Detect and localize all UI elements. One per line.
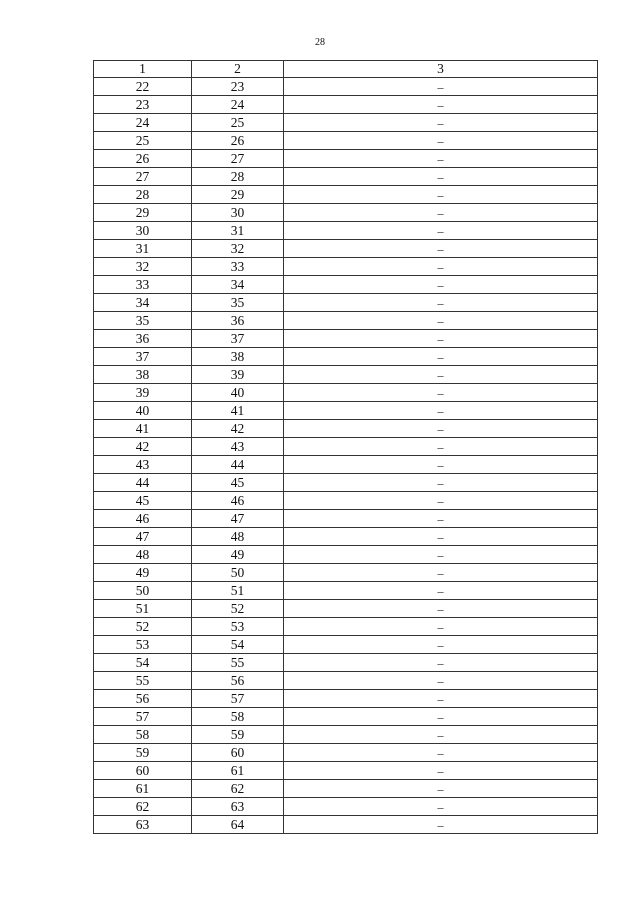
table-cell-col3: – <box>284 348 598 366</box>
table-row <box>94 474 598 492</box>
table-cell-col1: 32 <box>94 258 192 276</box>
table-row <box>94 240 598 258</box>
table-cell-col3: – <box>284 600 598 618</box>
table-cell-col3: – <box>284 132 598 150</box>
table-row <box>94 636 598 654</box>
table-row <box>94 150 598 168</box>
table-cell-col1: 22 <box>94 78 192 96</box>
table-cell-col3: – <box>284 528 598 546</box>
table-cell-col1: 27 <box>94 168 192 186</box>
table-cell-col2: 58 <box>192 708 284 726</box>
table-row <box>94 780 598 798</box>
table-row <box>94 546 598 564</box>
table-cell-col2: 25 <box>192 114 284 132</box>
table-cell-col2: 61 <box>192 762 284 780</box>
table-row <box>94 744 598 762</box>
table-cell-col3: – <box>284 474 598 492</box>
table-cell-col2: 35 <box>192 294 284 312</box>
table-cell-col3: – <box>284 726 598 744</box>
table-cell-col2: 26 <box>192 132 284 150</box>
table-cell-col3: – <box>284 330 598 348</box>
table-cell-col3: – <box>284 438 598 456</box>
table-cell-col1: 45 <box>94 492 192 510</box>
table-cell-col3: – <box>284 222 598 240</box>
table-cell-col1: 63 <box>94 816 192 834</box>
table-cell-col2: 27 <box>192 150 284 168</box>
table-cell-col1: 60 <box>94 762 192 780</box>
table-cell-col1: 31 <box>94 240 192 258</box>
table-cell-col3: – <box>284 96 598 114</box>
table-cell-col1: 26 <box>94 150 192 168</box>
column-header-2: 2 <box>192 61 284 78</box>
table-cell-col1: 49 <box>94 564 192 582</box>
table-row <box>94 618 598 636</box>
table-cell-col3: – <box>284 312 598 330</box>
table-cell-col3: – <box>284 798 598 816</box>
table-cell-col2: 37 <box>192 330 284 348</box>
table-row <box>94 672 598 690</box>
table-cell-col1: 30 <box>94 222 192 240</box>
table-row <box>94 510 598 528</box>
table-cell-col1: 38 <box>94 366 192 384</box>
table-row <box>94 258 598 276</box>
table-cell-col2: 59 <box>192 726 284 744</box>
table-cell-col2: 33 <box>192 258 284 276</box>
table-cell-col1: 33 <box>94 276 192 294</box>
table-row <box>94 528 598 546</box>
table-cell-col2: 23 <box>192 78 284 96</box>
table-cell-col1: 35 <box>94 312 192 330</box>
table-row <box>94 330 598 348</box>
table-cell-col1: 46 <box>94 510 192 528</box>
table-row <box>94 816 598 834</box>
table-cell-col2: 63 <box>192 798 284 816</box>
table-cell-col3: – <box>284 636 598 654</box>
table-cell-col2: 56 <box>192 672 284 690</box>
table-header <box>94 61 598 78</box>
table-row <box>94 726 598 744</box>
table-row <box>94 276 598 294</box>
table-cell-col3: – <box>284 564 598 582</box>
table-cell-col1: 62 <box>94 798 192 816</box>
table-cell-col3: – <box>284 114 598 132</box>
table-cell-col1: 50 <box>94 582 192 600</box>
table-row <box>94 294 598 312</box>
table-cell-col3: – <box>284 78 598 96</box>
table-cell-col2: 47 <box>192 510 284 528</box>
table-row <box>94 420 598 438</box>
table-row <box>94 78 598 96</box>
table-cell-col3: – <box>284 762 598 780</box>
table-cell-col2: 38 <box>192 348 284 366</box>
table-row <box>94 798 598 816</box>
table-cell-col1: 55 <box>94 672 192 690</box>
table-row <box>94 348 598 366</box>
table-cell-col1: 40 <box>94 402 192 420</box>
table-cell-col3: – <box>284 654 598 672</box>
table-cell-col3: – <box>284 186 598 204</box>
table-cell-col2: 57 <box>192 690 284 708</box>
table-cell-col1: 42 <box>94 438 192 456</box>
table-row <box>94 762 598 780</box>
data-table <box>93 60 598 834</box>
table-cell-col1: 52 <box>94 618 192 636</box>
table-cell-col2: 64 <box>192 816 284 834</box>
table-cell-col3: – <box>284 816 598 834</box>
table-cell-col2: 30 <box>192 204 284 222</box>
table-cell-col3: – <box>284 204 598 222</box>
table-cell-col3: – <box>284 582 598 600</box>
table-row <box>94 708 598 726</box>
table-cell-col3: – <box>284 618 598 636</box>
header-row <box>94 61 598 78</box>
table-cell-col3: – <box>284 366 598 384</box>
table-cell-col1: 61 <box>94 780 192 798</box>
table-row <box>94 222 598 240</box>
table-cell-col1: 25 <box>94 132 192 150</box>
table-cell-col1: 54 <box>94 654 192 672</box>
table-cell-col2: 41 <box>192 402 284 420</box>
table-cell-col2: 29 <box>192 186 284 204</box>
table-cell-col3: – <box>284 780 598 798</box>
table-cell-col2: 32 <box>192 240 284 258</box>
table-cell-col3: – <box>284 492 598 510</box>
table-cell-col1: 29 <box>94 204 192 222</box>
table-cell-col2: 34 <box>192 276 284 294</box>
table-cell-col1: 23 <box>94 96 192 114</box>
table-row <box>94 582 598 600</box>
table-cell-col3: – <box>284 258 598 276</box>
table-row <box>94 402 598 420</box>
table-cell-col3: – <box>284 150 598 168</box>
table-cell-col2: 53 <box>192 618 284 636</box>
table-cell-col1: 48 <box>94 546 192 564</box>
table-cell-col2: 43 <box>192 438 284 456</box>
table-row <box>94 186 598 204</box>
table-cell-col2: 60 <box>192 744 284 762</box>
table-cell-col3: – <box>284 456 598 474</box>
table-cell-col2: 62 <box>192 780 284 798</box>
table-row <box>94 132 598 150</box>
table-cell-col1: 28 <box>94 186 192 204</box>
table-cell-col1: 59 <box>94 744 192 762</box>
table-cell-col3: – <box>284 420 598 438</box>
table-cell-col1: 37 <box>94 348 192 366</box>
table-row <box>94 654 598 672</box>
table-cell-col2: 24 <box>192 96 284 114</box>
table-row <box>94 366 598 384</box>
table-cell-col2: 48 <box>192 528 284 546</box>
table-cell-col3: – <box>284 708 598 726</box>
table-cell-col1: 57 <box>94 708 192 726</box>
table-cell-col3: – <box>284 510 598 528</box>
table-cell-col1: 41 <box>94 420 192 438</box>
table-cell-col3: – <box>284 276 598 294</box>
table-row <box>94 438 598 456</box>
table-cell-col1: 58 <box>94 726 192 744</box>
table-row <box>94 114 598 132</box>
table-cell-col3: – <box>284 168 598 186</box>
table-cell-col1: 43 <box>94 456 192 474</box>
column-header-1: 1 <box>94 61 192 78</box>
table-cell-col2: 39 <box>192 366 284 384</box>
table-cell-col2: 31 <box>192 222 284 240</box>
table-cell-col1: 51 <box>94 600 192 618</box>
table-cell-col1: 47 <box>94 528 192 546</box>
page-number: 28 <box>315 37 325 48</box>
table-cell-col2: 49 <box>192 546 284 564</box>
table-row <box>94 96 598 114</box>
table-cell-col1: 36 <box>94 330 192 348</box>
table-row <box>94 204 598 222</box>
table-cell-col2: 46 <box>192 492 284 510</box>
table-cell-col3: – <box>284 294 598 312</box>
table-cell-col3: – <box>284 672 598 690</box>
table-body <box>94 78 598 834</box>
column-header-3: 3 <box>284 61 598 78</box>
table-cell-col2: 42 <box>192 420 284 438</box>
table-cell-col2: 51 <box>192 582 284 600</box>
table-cell-col2: 50 <box>192 564 284 582</box>
table-cell-col2: 52 <box>192 600 284 618</box>
table-cell-col2: 55 <box>192 654 284 672</box>
table-cell-col3: – <box>284 690 598 708</box>
table-cell-col1: 39 <box>94 384 192 402</box>
table-row <box>94 600 598 618</box>
table-cell-col3: – <box>284 744 598 762</box>
table-cell-col1: 24 <box>94 114 192 132</box>
table-row <box>94 312 598 330</box>
table-cell-col3: – <box>284 384 598 402</box>
table-cell-col1: 56 <box>94 690 192 708</box>
table-cell-col2: 36 <box>192 312 284 330</box>
table-cell-col2: 54 <box>192 636 284 654</box>
table-cell-col2: 28 <box>192 168 284 186</box>
table-cell-col1: 53 <box>94 636 192 654</box>
table-cell-col2: 45 <box>192 474 284 492</box>
table-cell-col3: – <box>284 402 598 420</box>
table-row <box>94 690 598 708</box>
table-cell-col3: – <box>284 546 598 564</box>
table-cell-col2: 40 <box>192 384 284 402</box>
table-cell-col1: 44 <box>94 474 192 492</box>
table-row <box>94 384 598 402</box>
table-cell-col2: 44 <box>192 456 284 474</box>
table-row <box>94 456 598 474</box>
table-cell-col3: – <box>284 240 598 258</box>
table-row <box>94 564 598 582</box>
table-row <box>94 168 598 186</box>
table-cell-col1: 34 <box>94 294 192 312</box>
table-row <box>94 492 598 510</box>
